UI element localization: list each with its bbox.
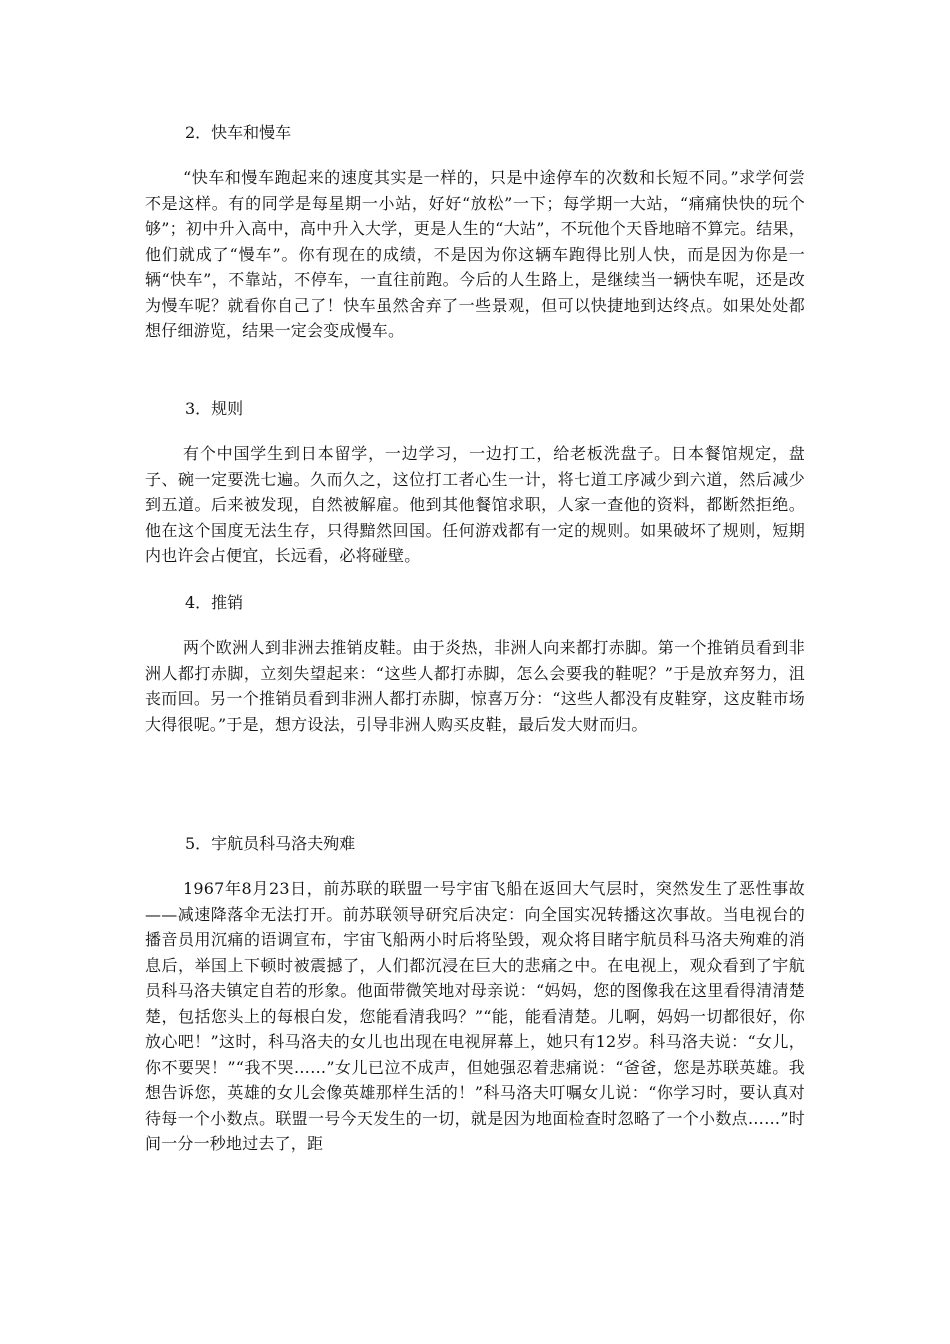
section-heading: 3．规则 <box>185 399 244 418</box>
section-paragraph: 两个欧洲人到非洲去推销皮鞋。由于炎热，非洲人向来都打赤脚。第一个推销员看到非洲人都打赤脚，立刻失望起来：“这些人都打赤脚，怎么会要我的鞋呢？”于是放弃努力，沮丧而回。另一个推销员看到非洲人都打赤脚，惊喜万分：“这些人都没有皮鞋穿，这皮鞋市场大得很呢。”于是，想方设法，引导非洲人购买皮鞋，最后发大财而归。 <box>145 638 805 734</box>
section-heading: 5．宇航员科马洛夫殉难 <box>185 834 356 853</box>
section-paragraph: “快车和慢车跑起来的速度其实是一样的，只是中途停车的次数和长短不同。”求学何尝不是这样。有的同学是每星期一小站，好好“放松”一下；每学期一大站，“痛痛快快的玩个够”；初中升入高中，高中升入大学，更是人生的“大站”，不玩他个天昏地暗不算完。结果，他们就成了“慢车”。你有现在的成绩，不是因为你这辆车跑得比别人快，而是因为你是一辆“快车”，不靠站，不停车，一直往前跑。今后的人生路上，是继续当一辆快车呢，还是改为慢车呢？就看你自己了！快车虽然舍弃了一些景观，但可以快捷地到达终点。如果处处都想仔细游览，结果一定会变成慢车。 <box>145 168 805 340</box>
section-heading: 2．快车和慢车 <box>185 123 292 142</box>
section-sales <box>145 591 805 737</box>
section-paragraph: 有个中国学生到日本留学，一边学习，一边打工，给老板洗盘子。日本餐馆规定，盘子、碗一定要洗七遍。久而久之，这位打工者心生一计，将七道工序减少到六道，然后减少到五道。后来被发现，自然被解雇。他到其他餐馆求职，人家一查他的资料，都断然拒绝。他在这个国度无法生存，只得黯然回国。任何游戏都有一定的规则。如果破坏了规则，短期内也许会占便宜，长远看，必将碰壁。 <box>145 444 805 565</box>
section-heading: 4．推销 <box>185 593 244 612</box>
section-paragraph: 1967年8月23日，前苏联的联盟一号宇宙飞船在返回大气层时，突然发生了恶性事故——减速降落伞无法打开。前苏联领导研究后决定：向全国实况转播这次事故。当电视台的播音员用沉痛的语调宣布，宇宙飞船两小时后将坠毁，观众将目睹宇航员科马洛夫殉难的消息后，举国上下顿时被震撼了，人们都沉浸在巨大的悲痛之中。在电视上，观众看到了宇航员科马洛夫镇定自若的形象。他面带微笑地对母亲说：“妈妈，您的图像我在这里看得清清楚楚，包括您头上的每根白发，您能看清我吗？”“能，能看清楚。儿啊，妈妈一切都很好，你放心吧！”这时，科马洛夫的女儿也出现在电视屏幕上，她只有12岁。科马洛夫说：“女儿，你不要哭！”“我不哭……”女儿已泣不成声，但她强忍着悲痛说：“爸爸，您是苏联英雄。我想告诉您，英雄的女儿会像英雄那样生活的！”科马洛夫叮嘱女儿说：“你学习时，要认真对待每一个小数点。联盟一号今天发生的一切，就是因为地面检查时忽略了一个小数点……”时间一分一秒地过去了，距 <box>145 879 805 1153</box>
section-fast-and-slow-train <box>145 121 805 344</box>
section-rules <box>145 397 805 569</box>
section-astronaut-komarov <box>145 832 805 1157</box>
